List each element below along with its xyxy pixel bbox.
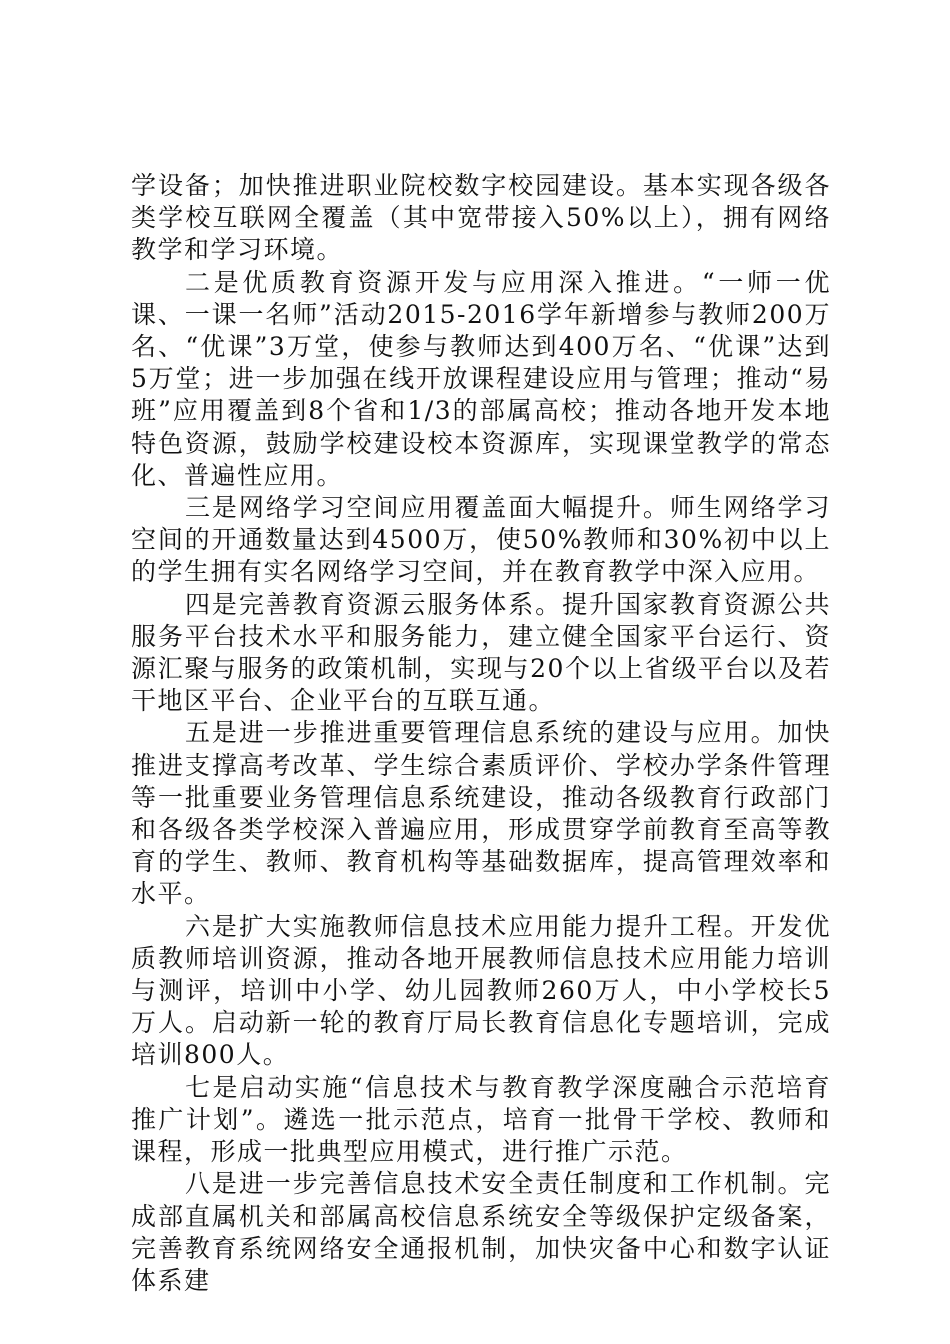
paragraph-5: 五是进一步推进重要管理信息系统的建设与应用。加快推进支撑高考改革、学生综合素质评价、学校办学条件管理等一批重要业务管理信息系统建设，推动各级教育行政部门和各级各类学校深入普遍应用，形成贯穿学前教育至高等教育的学生、教师、教育机构等基础数据库，提高管理效率和水平。 [131,718,831,909]
paragraph-2: 二是优质教育资源开发与应用深入推进。“一师一优课、一课一名师”活动2015-2016学年新增参与教师200万名、“优课”3万堂，使参与教师达到400万名、“优课”达到5万堂；进一步加强在线开放课程建设应用与管理；推动“易班”应用覆盖到8个省和1/3的部属高校；推动各地开发本地特色资源，鼓励学校建设校本资源库，实现课堂教学的常态化、普遍性应用。 [131,267,831,490]
paragraph-4: 四是完善教育资源云服务体系。提升国家教育资源公共服务平台技术水平和服务能力，建立健全国家平台运行、资源汇聚与服务的政策机制，实现与20个以上省级平台以及若干地区平台、企业平台的互联互通。 [131,589,831,716]
paragraph-8: 八是进一步完善信息技术安全责任制度和工作机制。完成部直属机关和部属高校信息系统安全等级保护定级备案，完善教育系统网络安全通报机制，加快灾备中心和数字认证体系建 [131,1169,831,1295]
document-body [131,170,831,1297]
paragraph-3: 三是网络学习空间应用覆盖面大幅提升。师生网络学习空间的开通数量达到4500万，使50%教师和30%初中以上的学生拥有实名网络学习空间，并在教育教学中深入应用。 [131,493,831,587]
paragraph-7: 七是启动实施“信息技术与教育教学深度融合示范培育推广计划”。遴选一批示范点，培育一批骨干学校、教师和课程，形成一批典型应用模式，进行推广示范。 [131,1072,831,1167]
paragraph-1: 学设备；加快推进职业院校数字校园建设。基本实现各级各类学校互联网全覆盖（其中宽带接入50%以上），拥有网络教学和学习环境。 [131,171,831,265]
paragraph-6: 六是扩大实施教师信息技术应用能力提升工程。开发优质教师培训资源，推动各地开展教师信息技术应用能力培训与测评，培训中小学、幼儿园教师260万人，中小学校长5万人。启动新一轮的教育厅局长教育信息化专题培训，完成培训800人。 [131,911,831,1070]
